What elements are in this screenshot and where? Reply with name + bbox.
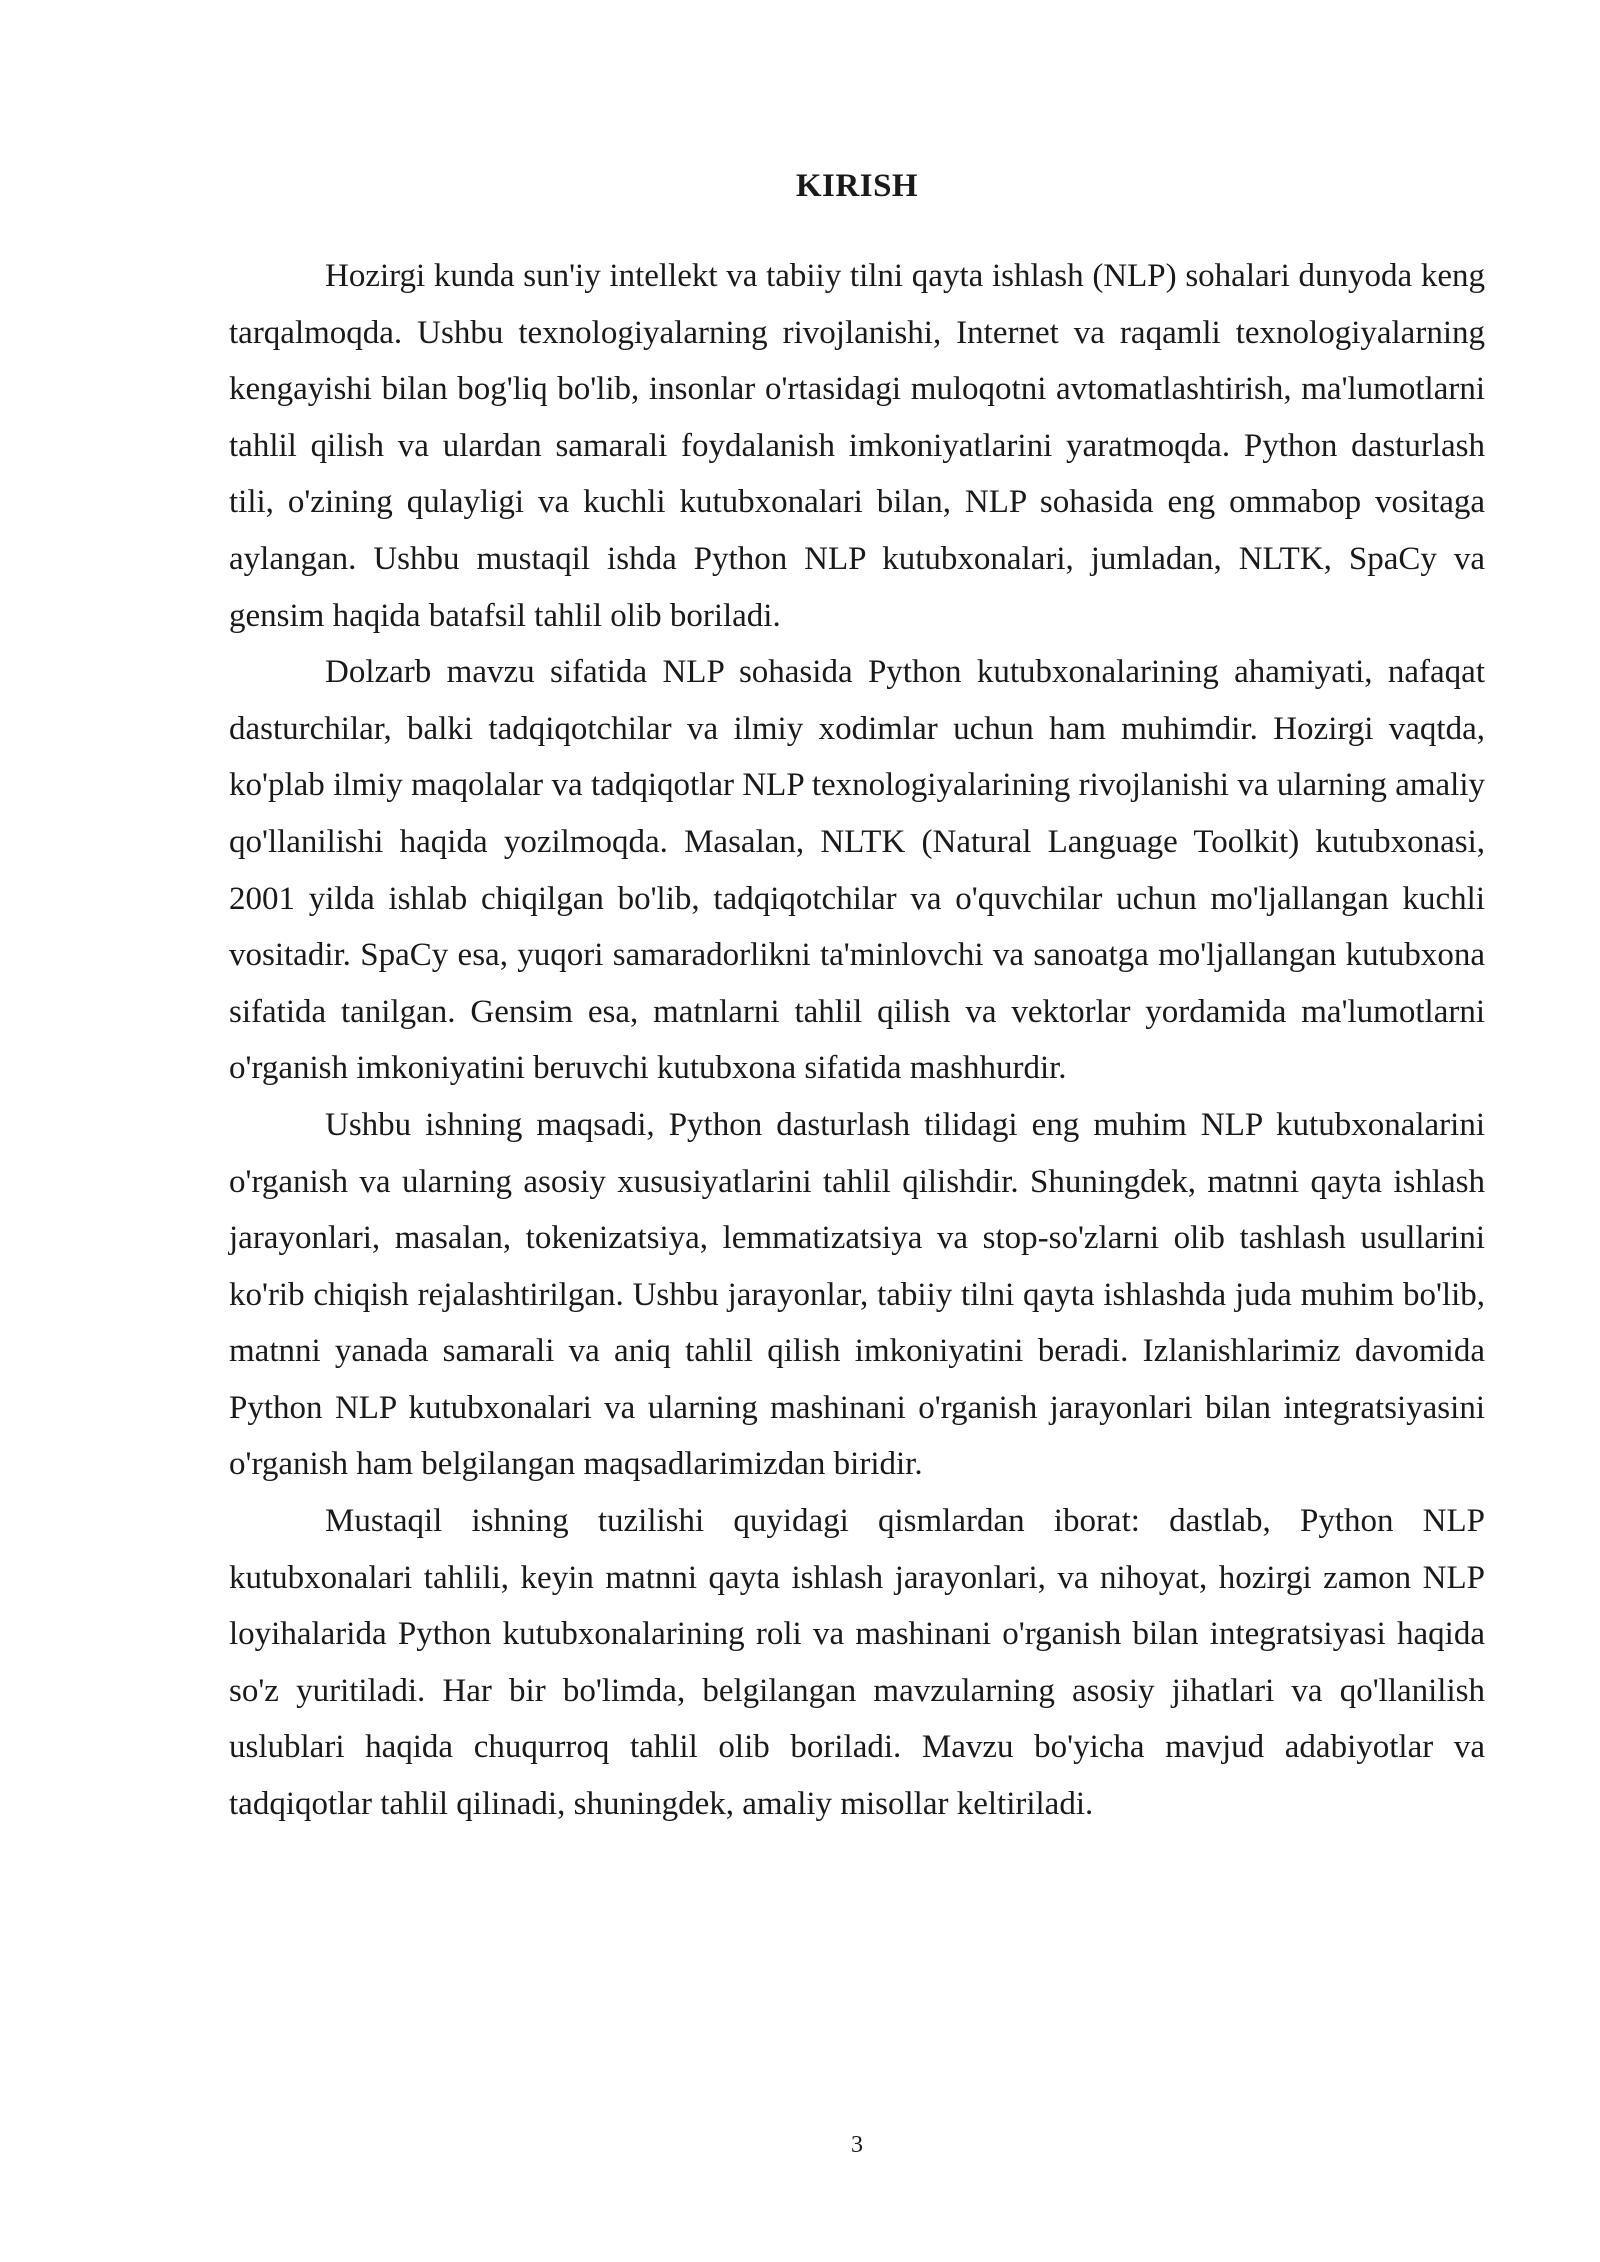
section-title: KIRISH [795, 168, 919, 204]
paragraph-3: Ushbu ishning maqsadi, Python dasturlash tilidagi eng muhim NLP kutubxonalarini o'rganish va ularning asosiy xususiyatlarini tahlil qilishdir. Shuningdek, matnni qayta ishlash jarayonlari, masalan, tokenizatsiya, lemmatizatsiya va stop-so'zlarni olib tashlash usullarini ko'rib chiqish rejalashtirilgan. Ushbu jarayonlar, tabiiy tilni qayta ishlashda juda muhim bo'lib, matnni yanada samarali va aniq tahlil qilish imkoniyatini beradi. Izlanishlarimiz davomida Python NLP kutubxonalari va ularning mashinani o'rganish jarayonlari bilan integratsiyasini o'rganish ham belgilangan maqsadlarimizdan biridir. [229, 1106, 1485, 1483]
paragraph-1: Hozirgi kunda sun'iy intellekt va tabiiy tilni qayta ishlash (NLP) sohalari dunyoda keng tarqalmoqda. Ushbu texnologiyalarning rivojlanishi, Internet va raqamli texnologiyalarning kengayishi bilan bog'liq bo'lib, insonlar o'rtasidagi muloqotni avtomatlashtirish, ma'lumotlarni tahlil qilish va ulardan samarali foydalanish imkoniyatlarini yaratmoqda. Python dasturlash tili, o'zining qulayligi va kuchli kutubxonalari bilan, NLP sohasida eng ommabop vositaga aylangan. Ushbu mustaqil ishda Python NLP kutubxonalari, jumladan, NLTK, SpaCy va gensim haqida batafsil tahlil olib boriladi. [229, 258, 1485, 634]
page-number: 3 [851, 2132, 863, 2158]
paragraph-2: Dolzarb mavzu sifatida NLP sohasida Python kutubxonalarining ahamiyati, nafaqat dasturchilar, balki tadqiqotchilar va ilmiy xodimlar uchun ham muhimdir. Hozirgi vaqtda, ko'plab ilmiy maqolalar va tadqiqotlar NLP texnologiyalarining rivojlanishi va ularning amaliy qo'llanilishi haqida yozilmoqda. Masalan, NLTK (Natural Language Toolkit) kutubxonasi, 2001 yilda ishlab chiqilgan bo'lib, tadqiqotchilar va o'quvchilar uchun mo'ljallangan kuchli vositadir. SpaCy esa, yuqori samaradorlikni ta'minlovchi va sanoatga mo'ljallangan kutubxona sifatida tanilgan. Gensim esa, matnlarni tahlil qilish va vektorlar yordamida ma'lumotlarni o'rganish imkoniyatini beruvchi kutubxona sifatida mashhurdir. [229, 654, 1485, 1087]
paragraph-4: Mustaqil ishning tuzilishi quyidagi qismlardan iborat: dastlab, Python NLP kutubxonalari tahlili, keyin matnni qayta ishlash jarayonlari, va nihoyat, hozirgi zamon NLP loyihalarida Python kutubxonalarining roli va mashinani o'rganish bilan integratsiyasi haqida so'z yuritiladi. Har bir bo'limda, belgilangan mavzularning asosiy jihatlari va qo'llanilish uslublari haqida chuqurroq tahlil olib boriladi. Mavzu bo'yicha mavjud adabiyotlar va tadqiqotlar tahlil qilinadi, shuningdek, amaliy misollar keltiriladi. [229, 1503, 1485, 1823]
body-text [229, 248, 1485, 1833]
